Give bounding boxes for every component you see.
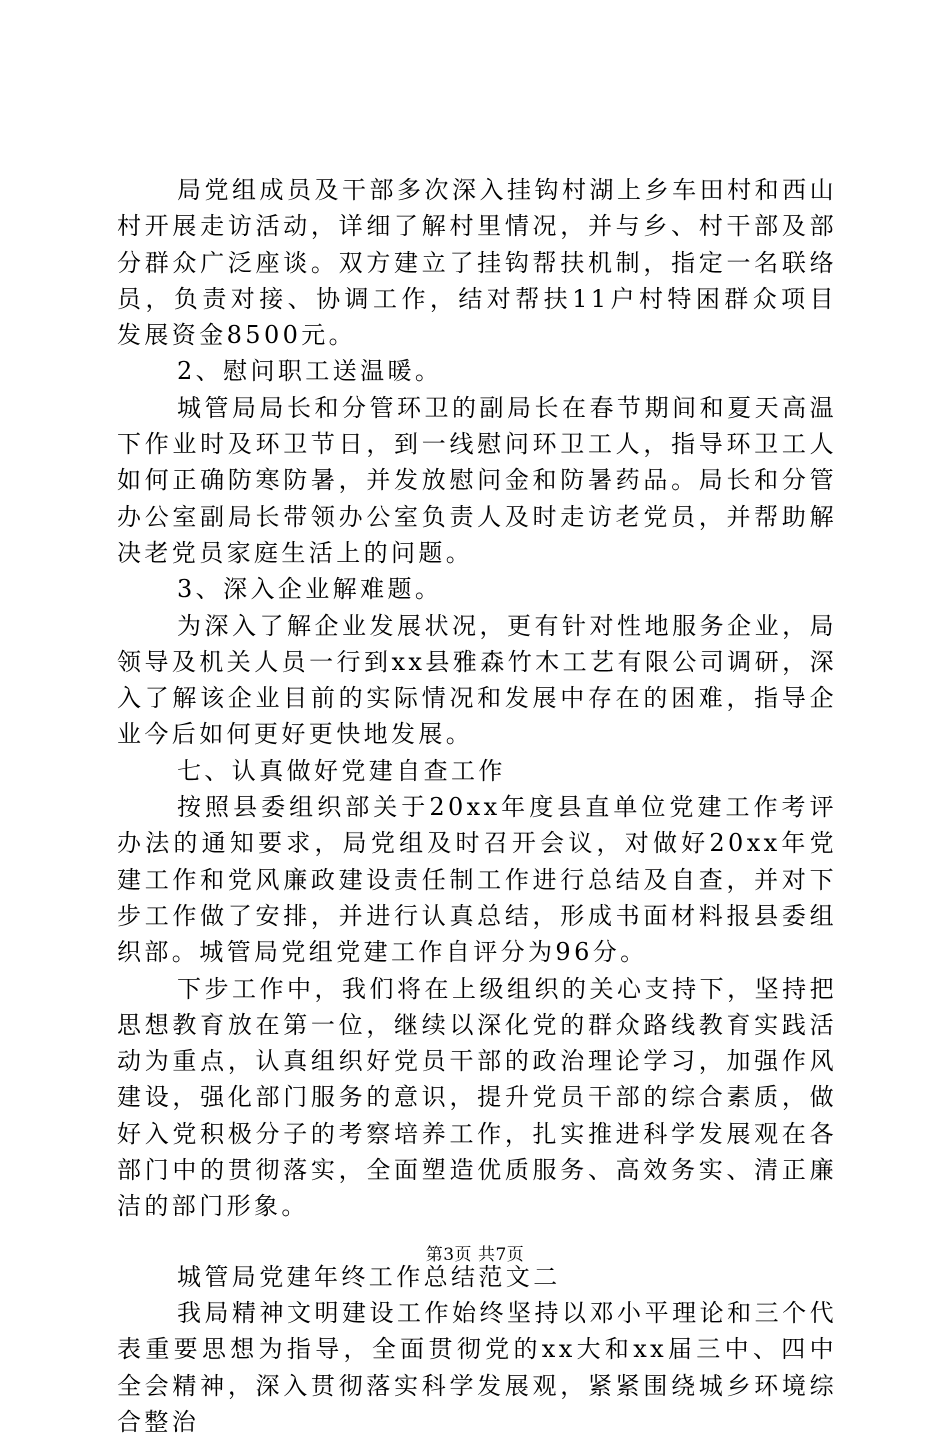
paragraph-self-inspection: 按照县委组织部关于20xx年度县直单位党建工作考评办法的通知要求，局党组及时召开会议，对做好20xx年党建工作和党风廉政建设责任制工作进行总结及自查，并对下步工作做了安排，并进行认真总结，形成书面材料报县委组织部。城管局党组党建工作自评分为96分。: [117, 793, 837, 967]
section-heading-self-inspection: 七、认真做好党建自查工作: [177, 756, 506, 785]
paragraph-next-steps: 下步工作中，我们将在上级组织的关心支持下，坚持把思想教育放在第一位，继续以深化党的群众路线教育实践活动为重点，认真组织好党员干部的政治理论学习，加强作风建设，强化部门服务的意识，提升党员干部的综合素质，做好入党积极分子的考察培养工作，扎实推进科学发展观在各部门中的贯彻落实，全面塑造优质服务、高效务实、清正廉洁的部门形象。: [117, 974, 837, 1221]
subheading-visit-workers: 2、慰问职工送温暖。: [177, 357, 443, 386]
document-title-part-two: 城管局党建年终工作总结范文二: [177, 1262, 561, 1291]
page-number-footer: 第3页 共7页: [425, 1245, 525, 1265]
subheading-enterprise-help: 3、深入企业解难题。: [177, 575, 443, 604]
paragraph-visit-workers: 城管局局长和分管环卫的副局长在春节期间和夏天高温下作业时及环卫节日，到一线慰问环卫工人，指导环卫工人如何正确防寒防暑，并发放慰问金和防暑药品。局长和分管办公室副局长带领办公室负责人及时走访老党员，并帮助解决老党员家庭生活上的问题。: [117, 393, 837, 567]
paragraph-village-assistance: 局党组成员及干部多次深入挂钩村湖上乡车田村和西山村开展走访活动，详细了解村里情况，并与乡、村干部及部分群众广泛座谈。双方建立了挂钩帮扶机制，指定一名联络员，负责对接、协调工作，结对帮扶11户村特困群众项目发展资金8500元。: [117, 176, 837, 350]
paragraph-enterprise-help: 为深入了解企业发展状况，更有针对性地服务企业，局领导及机关人员一行到xx县雅森竹木工艺有限公司调研，深入了解该企业目前的实际情况和发展中存在的困难，指导企业今后如何更好更快地发展。: [117, 611, 837, 749]
paragraph-part-two-intro: 我局精神文明建设工作始终坚持以邓小平理论和三个代表重要思想为指导，全面贯彻党的xx大和xx届三中、四中全会精神，深入贯彻落实科学发展观，紧紧围绕城乡环境综合整治: [117, 1298, 837, 1436]
